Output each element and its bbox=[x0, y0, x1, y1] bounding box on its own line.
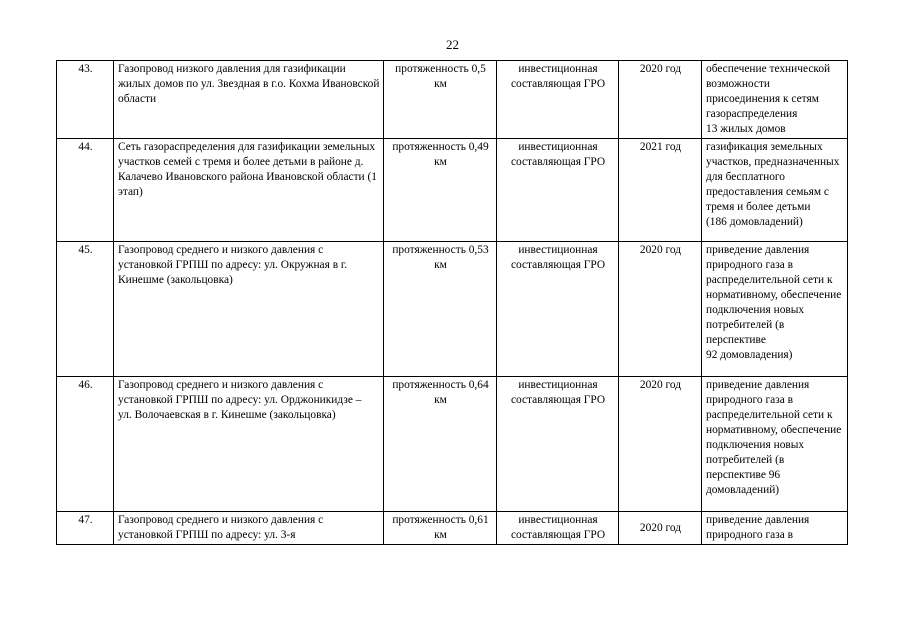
row-number: 43. bbox=[57, 61, 114, 139]
funding-source: инвестиционная составляющая ГРО bbox=[497, 377, 619, 512]
table-row bbox=[57, 139, 848, 242]
implementation-year: 2020 год bbox=[619, 377, 702, 512]
pipeline-length: протяженность 0,49 км bbox=[384, 139, 497, 242]
purpose: обеспечение технической возможности присоединения к сетям газораспределения 13 жилых домов bbox=[702, 61, 848, 139]
funding-source: инвестиционная составляющая ГРО bbox=[497, 512, 619, 545]
implementation-year: 2020 год bbox=[619, 242, 702, 377]
purpose: газификация земельных участков, предназначенных для бесплатного предоставления семьям с тремя и более детьми (186 домовладений) bbox=[702, 139, 848, 242]
purpose: приведение давления природного газа в распределительной сети к нормативному, обеспечение подключения новых потребителей (в перспективе 96 домовладений) bbox=[702, 377, 848, 512]
page-number: 22 bbox=[446, 37, 459, 52]
pipeline-length: протяженность 0,5 км bbox=[384, 61, 497, 139]
object-name: Газопровод низкого давления для газификации жилых домов по ул. Звездная в г.о. Кохма Ивановской области bbox=[114, 61, 384, 139]
object-name: Сеть газораспределения для газификации земельных участков семей с тремя и более детьми в районе д. Калачево Ивановского района Ивановской области (1 этап) bbox=[114, 139, 384, 242]
table-row bbox=[57, 242, 848, 377]
pipeline-length: протяженность 0,61 км bbox=[384, 512, 497, 545]
row-number: 46. bbox=[57, 377, 114, 512]
object-name: Газопровод среднего и низкого давления с установкой ГРПШ по адресу: ул. Орджоникидзе – ул. Волочаевская в г. Кинешме (закольцовка) bbox=[114, 377, 384, 512]
pipeline-length: протяженность 0,64 км bbox=[384, 377, 497, 512]
table-row bbox=[57, 61, 848, 139]
purpose: приведение давления природного газа в bbox=[702, 512, 848, 545]
object-name: Газопровод среднего и низкого давления с установкой ГРПШ по адресу: ул. Окружная в г. Кинешме (закольцовка) bbox=[114, 242, 384, 377]
purpose: приведение давления природного газа в распределительной сети к нормативному, обеспечение подключения новых потребителей (в перспективе 92 домовладения) bbox=[702, 242, 848, 377]
object-name: Газопровод среднего и низкого давления с установкой ГРПШ по адресу: ул. 3-я bbox=[114, 512, 384, 545]
table-row bbox=[57, 377, 848, 512]
row-number: 44. bbox=[57, 139, 114, 242]
table-row bbox=[57, 512, 848, 545]
funding-source: инвестиционная составляющая ГРО bbox=[497, 242, 619, 377]
implementation-year: 2021 год bbox=[619, 139, 702, 242]
funding-source: инвестиционная составляющая ГРО bbox=[497, 139, 619, 242]
pipeline-length: протяженность 0,53 км bbox=[384, 242, 497, 377]
investment-table bbox=[56, 60, 848, 545]
funding-source: инвестиционная составляющая ГРО bbox=[497, 61, 619, 139]
implementation-year: 2020 год bbox=[619, 61, 702, 139]
implementation-year: 2020 год bbox=[619, 512, 702, 545]
row-number: 47. bbox=[57, 512, 114, 545]
row-number: 45. bbox=[57, 242, 114, 377]
